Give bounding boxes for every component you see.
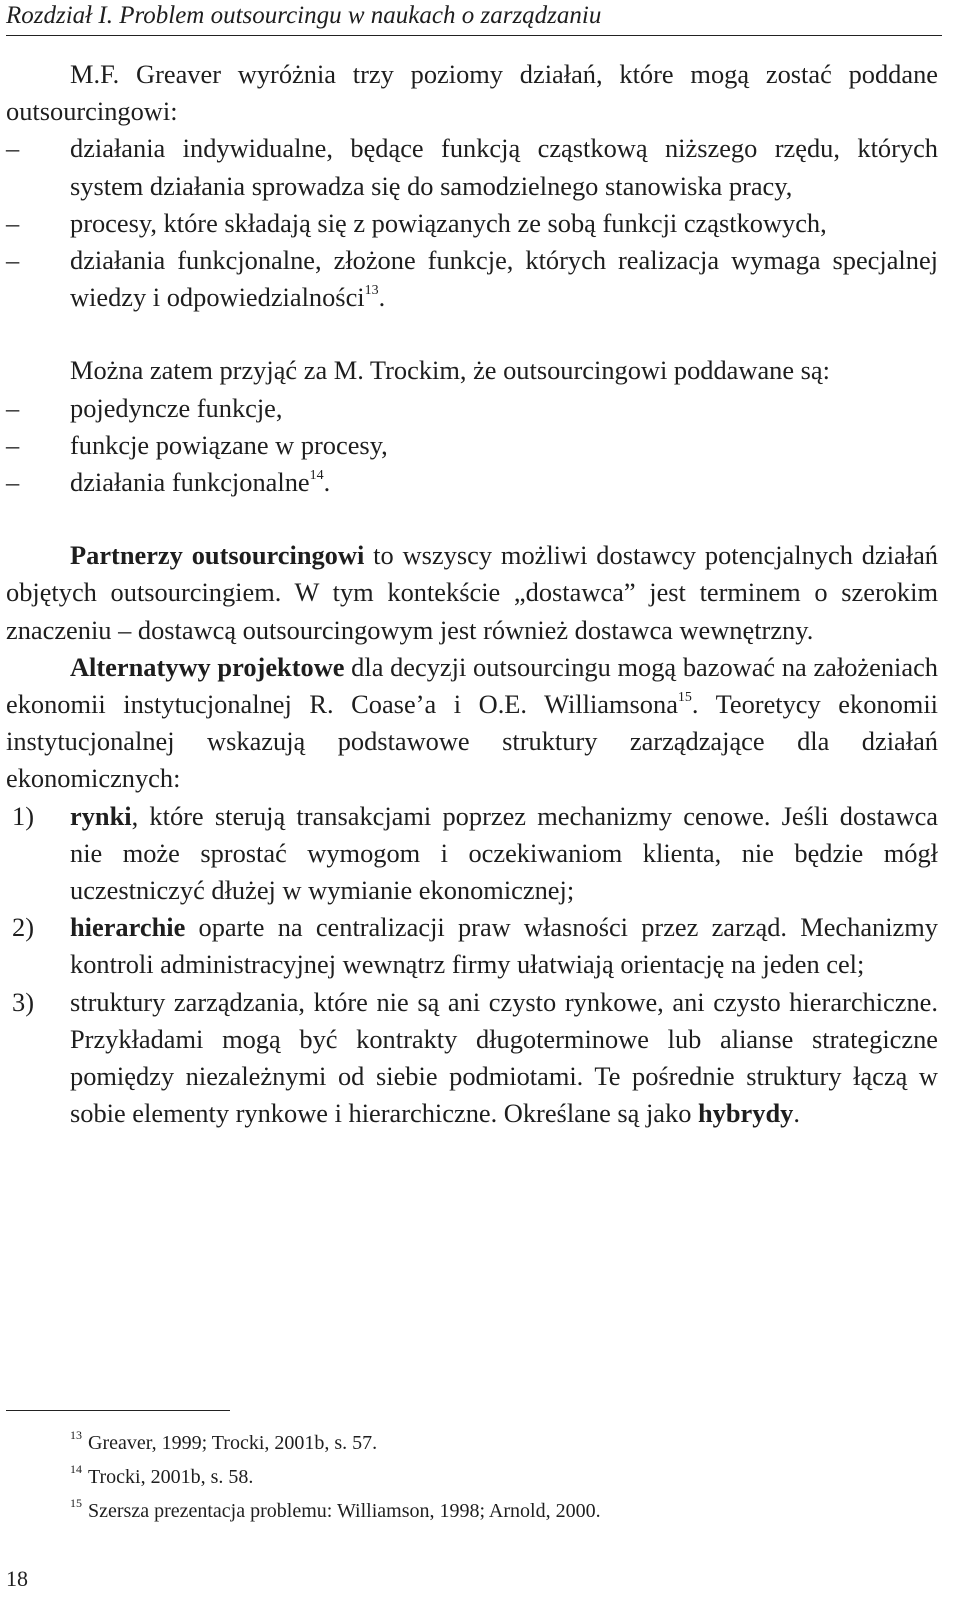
term-hierarchies: hierarchie — [70, 912, 186, 943]
footnote-text: Greaver, 1999; Trocki, 2001b, s. 57. — [88, 1432, 378, 1454]
list-item — [6, 427, 938, 464]
dash-marker: – — [6, 392, 20, 423]
footnote-ref: 14 — [309, 468, 324, 484]
footnote-ref: 15 — [677, 690, 692, 706]
footnote — [70, 1460, 601, 1494]
paragraph-text: to wszyscy możliwi dostawcy potencjalnych działań objętych outsourcingiem. W tym kontekście „dostawca” jest terminem o szerokim znaczeniu – dostawcą outsourcingowym jest również dostawca wewnętrzny. — [6, 540, 938, 645]
term-alternatives: Alternatywy projektowe — [70, 651, 345, 682]
header-rule — [6, 35, 942, 36]
footnote-number: 15 — [70, 1496, 82, 1510]
footnote-number: 13 — [70, 1428, 82, 1442]
list-item — [6, 464, 938, 501]
list-item-text: struktury zarządzania, które nie są ani czysto rynkowe, ani czysto hierarchiczne. Przykładami mogą być kontrakty długoterminowe lub alianse strategiczne pomiędzy niezależnymi od siebie podmiotami. Te pośrednie struktury łączą w sobie elementy rynkowe i hierarchiczne. Określane są jako — [70, 986, 938, 1129]
footnote-text: Szersza prezentacja problemu: Williamson, 1998; Arnold, 2000. — [88, 1500, 601, 1522]
list-item-end: . — [793, 1098, 800, 1129]
footnote — [70, 1494, 601, 1528]
paragraph-greaver: M.F. Greaver wyróżnia trzy poziomy działań, które mogą zostać poddane outsourcingowi: — [6, 59, 938, 127]
list-item-text: działania funkcjonalne, złożone funkcje, których realizacja wymaga specjalnej wiedzy i odpowiedzialności — [70, 245, 938, 313]
paragraph-text: dla decyzji outsourcingu mogą bazować na założeniach ekonomii instytucjonalnej R. Coase’a i O.E. Williamsona — [6, 651, 938, 720]
footnote-ref: 13 — [364, 283, 379, 299]
structures-list — [6, 798, 938, 1133]
list-item-text: funkcje powiązane w procesy, — [70, 429, 388, 460]
dash-marker: – — [6, 207, 20, 238]
paragraph-trocki: Można zatem przyjąć za M. Trockim, że outsourcingowi poddawane są: — [70, 355, 830, 386]
list-item — [6, 909, 938, 983]
dash-marker: – — [6, 133, 20, 164]
spacer — [6, 316, 938, 352]
footnotes — [70, 1426, 601, 1528]
footnote-text: Trocki, 2001b, s. 58. — [88, 1466, 254, 1488]
list-item — [6, 242, 938, 316]
paragraph-text: . Teoretycy ekonomii instytucjonalnej wskazują podstawowe struktury zarządzające dla działań ekonomicznych: — [6, 689, 938, 794]
list-item-text: oparte na centralizacji praw własności przez zarząd. Mechanizmy kontroli administracyjnej wewnątrz firmy ułatwiają orientację na jeden cel; — [70, 912, 938, 980]
list-item — [6, 798, 938, 910]
spacer — [6, 501, 938, 537]
dash-marker: – — [6, 429, 20, 460]
paragraph-alternatives — [6, 649, 938, 798]
list-item — [6, 130, 938, 204]
list-item-end: . — [323, 467, 331, 498]
list-item-text: , które sterują transakcjami poprzez mechanizmy cenowe. Jeśli dostawca nie może sprostać wymogom i oczekiwaniom klienta, nie będzie mógł uczestniczyć dłużej w wymianie ekonomicznej; — [70, 800, 938, 906]
list-item-text: działania funkcjonalne — [70, 467, 310, 498]
list-item-end: . — [378, 282, 386, 313]
list-item — [6, 390, 938, 427]
list-item-text: pojedyncze funkcje, — [70, 392, 283, 423]
footnote-number: 14 — [70, 1462, 82, 1476]
list-item — [6, 984, 938, 1133]
levels-list — [6, 130, 938, 316]
list-number: 2) — [12, 912, 34, 943]
footnote-rule — [6, 1410, 230, 1411]
term-partners: Partnerzy outsourcingowi — [70, 540, 365, 571]
page-number: 18 — [6, 1566, 28, 1591]
term-hybrids: hybrydy — [698, 1098, 794, 1129]
body-text — [6, 56, 938, 1132]
running-title: Rozdział I. Problem outsourcingu w naukach o zarządzaniu — [6, 2, 602, 29]
list-number: 1) — [12, 800, 34, 831]
footnote — [70, 1426, 601, 1460]
list-item-text: procesy, które składają się z powiązanych ze sobą funkcji cząstkowych, — [70, 207, 827, 238]
paragraph-partners — [6, 537, 938, 649]
term-markets: rynki — [70, 800, 132, 831]
outsourced-list — [6, 390, 938, 502]
list-item-text: działania indywidualne, będące funkcją cząstkową niższego rzędu, których system działania sprowadza się do samodzielnego stanowiska pracy, — [70, 133, 938, 201]
dash-marker: – — [6, 467, 20, 498]
list-number: 3) — [12, 986, 34, 1017]
list-item — [6, 205, 938, 242]
dash-marker: – — [6, 245, 20, 276]
